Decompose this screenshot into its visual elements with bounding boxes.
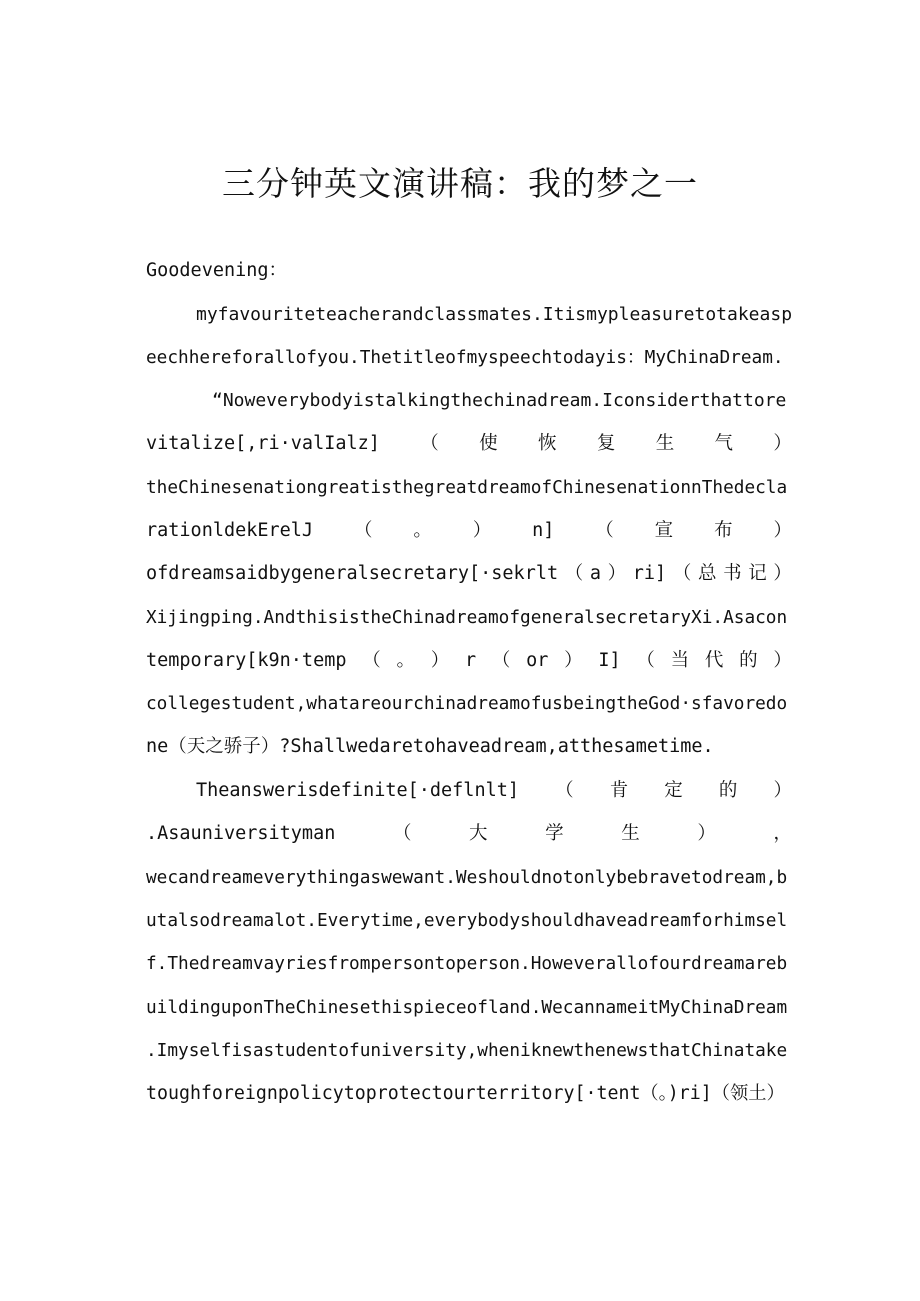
text-segment: ） bbox=[773, 433, 792, 454]
text-segment: .Asauniversityman bbox=[146, 823, 336, 844]
text-segment: （ bbox=[564, 563, 584, 584]
paragraph-line: theChinesenationgreatisthegreatdreamofChinesenationnThedecla bbox=[146, 478, 788, 498]
text-segment: 使 bbox=[479, 433, 498, 454]
justified-line-temporary bbox=[146, 648, 792, 674]
text-segment: ） bbox=[430, 650, 450, 671]
text-segment: 肯 bbox=[609, 780, 629, 801]
text-segment: ） bbox=[773, 563, 792, 584]
text-segment: （ bbox=[555, 780, 574, 801]
paragraph-line: wecandreameverythingaswewant.Weshouldnotonlybebravetodream,b bbox=[146, 868, 788, 888]
paragraph-line: Xijingping.AndthisistheChinadreamofgeneralsecretaryXi.Asacon bbox=[146, 608, 788, 628]
text-segment: ） bbox=[607, 563, 627, 584]
text-segment: ， bbox=[773, 823, 792, 844]
text-segment: or bbox=[526, 650, 549, 671]
text-segment: 复 bbox=[596, 433, 616, 454]
text-segment: （ bbox=[491, 650, 511, 671]
text-segment: ofdreamsaidbygeneralsecretary[·sekrlt bbox=[146, 563, 559, 584]
text-segment: 恢 bbox=[537, 433, 557, 454]
justified-line-ration bbox=[146, 518, 792, 544]
justified-line-ofdreams bbox=[146, 561, 792, 587]
greeting-line: Goodevening： bbox=[146, 260, 288, 281]
text-segment: 大 bbox=[469, 823, 488, 844]
text-segment: 。 bbox=[396, 650, 415, 671]
text-segment: r bbox=[464, 650, 477, 671]
text-segment: （ bbox=[362, 650, 381, 671]
justified-line-vitalize bbox=[146, 431, 792, 457]
text-segment: rationldekErelJ bbox=[146, 520, 314, 541]
paragraph-line: f.Thedreamvayriesfrompersontoperson.Howeverallofourdreamareb bbox=[146, 954, 788, 974]
text-segment: 学 bbox=[545, 823, 564, 844]
text-segment: a bbox=[589, 563, 602, 584]
text-segment: ） bbox=[564, 650, 583, 671]
text-segment: n] bbox=[532, 520, 555, 541]
text-segment: ） bbox=[773, 650, 792, 671]
justified-line-university bbox=[146, 821, 792, 847]
text-segment: ） bbox=[773, 520, 792, 541]
text-segment: vitalize[,ri·valIalz] bbox=[146, 433, 380, 454]
paragraph-line: collegestudent,whatareourchinadreamofusbeingtheGod·sfavoredo bbox=[146, 694, 788, 714]
text-segment: 的 bbox=[718, 780, 738, 801]
text-segment: （ bbox=[420, 433, 439, 454]
paragraph-line: .Imyselfisastudentofuniversity,wheniknewthenewsthatChinatake bbox=[146, 1041, 788, 1061]
text-segment: ri] bbox=[632, 563, 667, 584]
text-segment: 的 bbox=[739, 650, 758, 671]
paragraph-line: “Noweverybodyistalkingthechinadream.Iconsiderthattore bbox=[212, 390, 787, 411]
text-segment: ） bbox=[697, 823, 716, 844]
text-segment: （ bbox=[636, 650, 655, 671]
text-segment: I] bbox=[598, 650, 621, 671]
text-segment: （ bbox=[392, 823, 412, 844]
text-segment: （ bbox=[595, 520, 614, 541]
text-segment: 当 bbox=[670, 650, 690, 671]
justified-line-answer bbox=[196, 778, 792, 804]
paragraph-line: uildinguponTheChinesethispieceofland.WecannameitMyChinaDream bbox=[146, 998, 788, 1018]
text-segment: ） bbox=[472, 520, 492, 541]
text-segment: 生 bbox=[621, 823, 640, 844]
paragraph-line: utalsodreamalot.Everytime,everybodyshouldhaveadreamforhimsel bbox=[146, 911, 788, 931]
text-segment: 书 bbox=[723, 563, 742, 584]
text-segment: 记 bbox=[748, 563, 767, 584]
text-segment: 布 bbox=[714, 520, 733, 541]
text-segment: 气 bbox=[714, 433, 734, 454]
text-segment: Theanswerisdefinite[·deflnlt] bbox=[196, 780, 520, 801]
text-segment: 生 bbox=[655, 433, 675, 454]
text-segment: 宣 bbox=[654, 520, 674, 541]
text-segment: （ bbox=[672, 563, 692, 584]
text-segment: 。 bbox=[413, 520, 432, 541]
text-segment: 总 bbox=[697, 563, 717, 584]
text-segment: temporary[k9n·temp bbox=[146, 650, 347, 671]
document-title: 三分钟英文演讲稿：我的梦之一 bbox=[222, 164, 698, 203]
paragraph-line: eechhereforallofyou.Thetitleofmyspeechtodayis：MyChinaDream. bbox=[146, 348, 784, 368]
text-segment: 定 bbox=[664, 780, 683, 801]
text-segment: ） bbox=[773, 780, 792, 801]
paragraph-line: toughforeignpolicytoprotectourterritory[·tent（。)ri]（领土） bbox=[146, 1083, 785, 1104]
text-segment: 代 bbox=[704, 650, 724, 671]
text-segment: （ bbox=[353, 520, 373, 541]
paragraph-line: myfavouriteteacherandclassmates.Itismypleasuretotakeasp bbox=[196, 304, 793, 325]
paragraph-line: ne（天之骄子）?Shallwedaretohaveadream,atthesametime. bbox=[146, 736, 714, 757]
